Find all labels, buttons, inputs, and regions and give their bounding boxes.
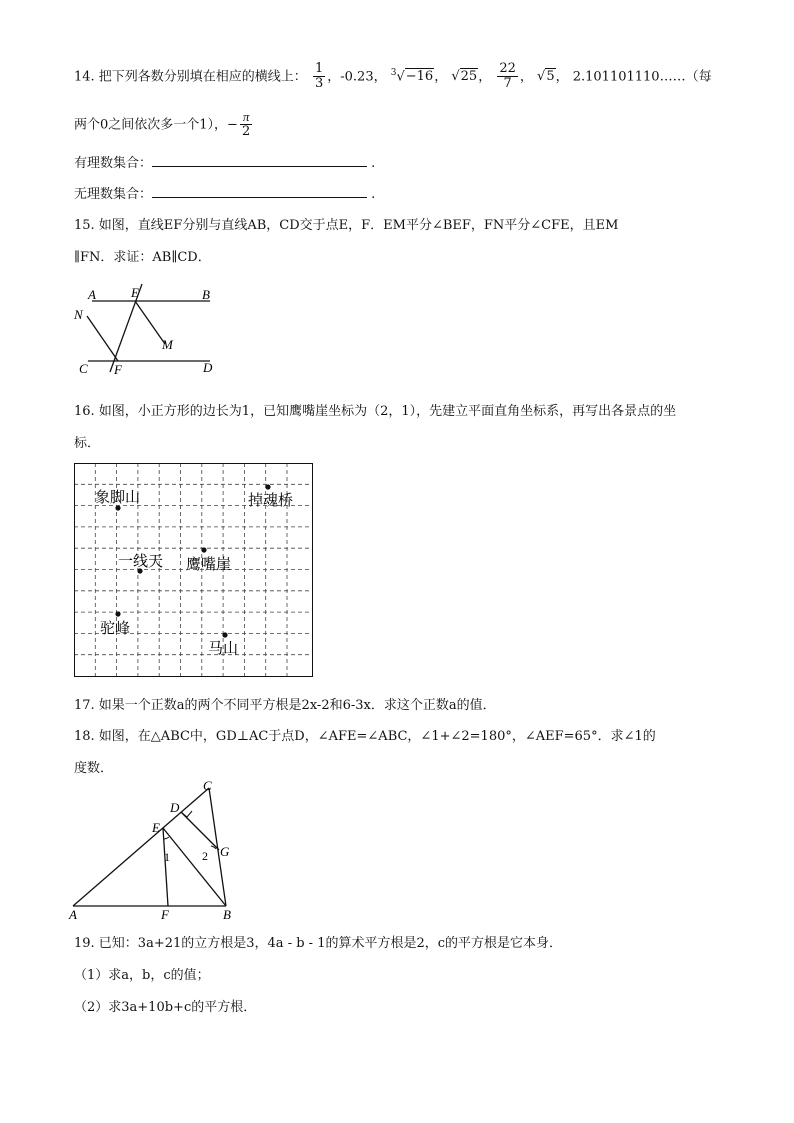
q14-irrational-line: 无理数集合： . — [74, 187, 376, 202]
q15-label-m: M — [162, 337, 173, 352]
q14-intro: 14. 把下列各数分别填在相应的横线上： — [74, 69, 307, 85]
q15-figure — [70, 280, 230, 380]
label-diaohunqiao: 掉魂桥 — [248, 493, 294, 509]
q18-label-e: E — [152, 820, 160, 835]
label-tuofeng: 驼峰 — [100, 621, 131, 637]
label-mashan: 马山 — [208, 641, 239, 657]
mashan-point — [222, 632, 227, 637]
q15-label-a: A — [88, 287, 96, 302]
q16-grid-map — [74, 463, 314, 679]
irrational-answer-blank[interactable] — [152, 185, 367, 198]
q15-label-d: D — [203, 360, 213, 375]
q18-text-line2: 度数． — [74, 761, 114, 776]
q14-fraction-1: $\frac{1}{3}$ — [314, 61, 324, 92]
q17-text: 17. 如果一个正数a的两个不同平方根是2x-2和6-3x．求这个正数a的值． — [74, 698, 496, 713]
q18-triangle-figure — [66, 777, 246, 922]
q18-label-f: F — [161, 907, 169, 922]
q18-label-g: G — [220, 844, 230, 859]
q16-text-line2: 标． — [74, 436, 101, 451]
q15-text-line1: 15. 如图，直线EF分别与直线AB，CD交于点E，F．EM平分∠BEF，FN平分∠CFE，且EM — [74, 218, 619, 233]
q14-sqrt-25: √25 — [451, 69, 478, 85]
q18-label-d: D — [170, 800, 180, 815]
q15-text-line2: ∥FN．求证：AB∥CD． — [74, 250, 211, 265]
q15-label-n: N — [74, 307, 83, 322]
rational-answer-blank[interactable] — [152, 154, 367, 167]
q19-part1: （1）求a，b，c的值； — [74, 968, 210, 983]
q18-angle-1-label: 1 — [164, 850, 170, 864]
q14-line2: 两个0之间依次多一个1），− $\frac{\pi}{2}$ — [74, 109, 251, 140]
q14-sqrt-5: √5 — [537, 69, 555, 85]
label-xiangjiaoshan: 象脚山 — [95, 490, 141, 506]
q19-text-line1: 19. 已知：3a+21的立方根是3，4a - b - 1的算术平方根是2，c的平方根是它本身． — [74, 936, 563, 951]
q18-angle-2-label: 2 — [202, 849, 208, 863]
q16-text-line1: 16. 如图，小正方形的边长为1，已知鹰嘴崖坐标为（2，1），先建立平面直角坐标系，再写出各景点的坐 — [74, 404, 677, 419]
q15-label-f: F — [114, 362, 122, 377]
yingzuiya-point — [201, 547, 206, 552]
q15-label-e: E — [131, 285, 139, 300]
q14-fraction-2: $\frac{22}{7}$ — [499, 61, 516, 92]
label-yingzuiya: 鹰嘴崖 — [186, 557, 232, 573]
tuofeng-point — [115, 611, 120, 616]
q14-tail: 2.101101110……（每 — [572, 69, 712, 85]
q19-part2: （2）求3a+10b+c的平方根． — [74, 1000, 257, 1015]
q14-pi-fraction: $\frac{\pi}{2}$ — [241, 109, 251, 140]
q18-text-line1: 18. 如图，在△ABC中，GD⊥AC于点D，∠AFE=∠ABC，∠1+∠2=180°，∠AEF=65°．求∠1的 — [74, 729, 656, 744]
q14-line1: 14. 把下列各数分别填在相应的横线上： $\frac{1}{3}$ ，-0.23， $^3$√−16， √25， $\frac{22}{7}$ ， √5， 2.101101110……（每 — [74, 61, 712, 92]
q18-label-b: B — [223, 907, 231, 922]
label-yixiantian: 一线天 — [118, 554, 164, 570]
q18-label-a: A — [69, 907, 77, 922]
q18-label-c: C — [203, 778, 212, 793]
q14-cube-root: $^3$√−16 — [390, 67, 434, 85]
xiangjiaoshan-point — [115, 505, 120, 510]
q15-label-c: C — [79, 361, 88, 376]
diaohunqiao-point — [265, 484, 270, 489]
q14-rational-line: 有理数集合： . — [74, 156, 376, 171]
q14-number-2: -0.23 — [340, 69, 374, 85]
q15-label-b: B — [202, 287, 210, 302]
